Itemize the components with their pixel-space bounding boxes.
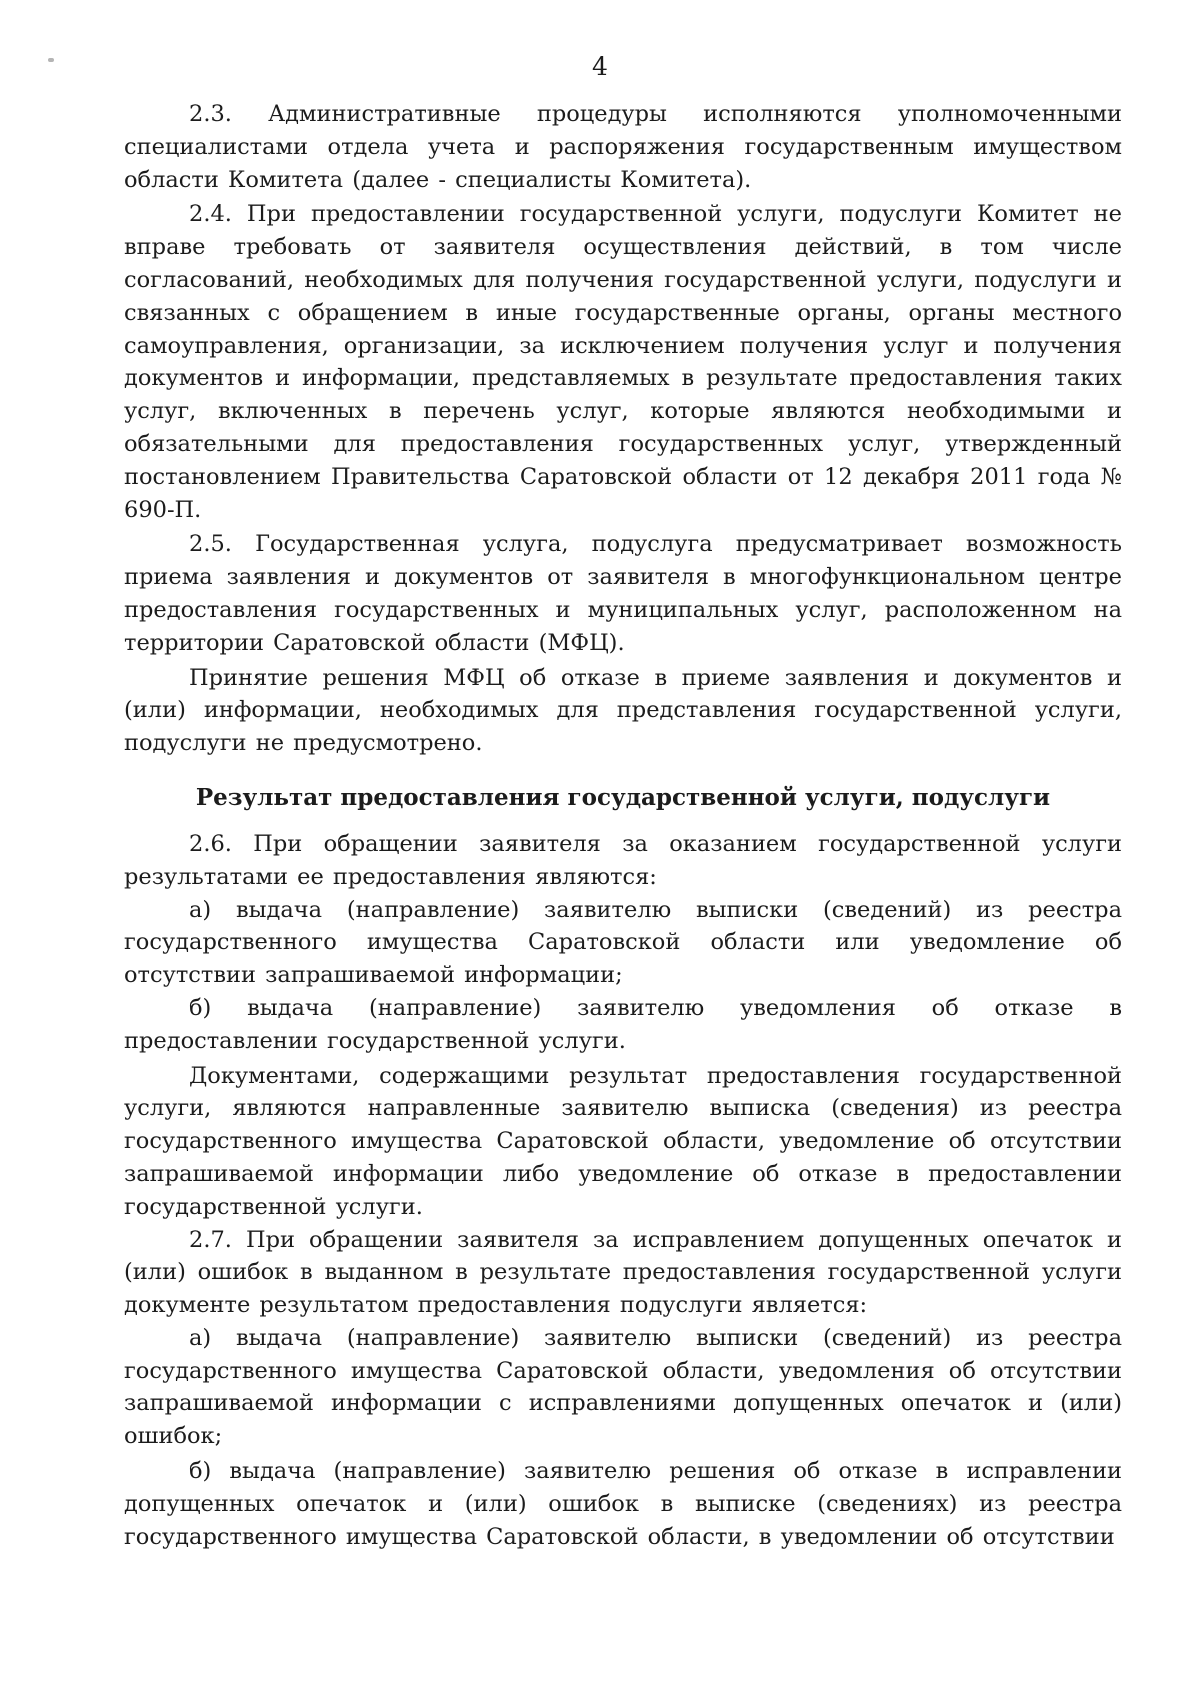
paragraph-result-documents: Документами, содержащими результат предоставления государственной услуги, являются направленные заявителю выписка (сведения) из реестра государственного имущества Саратовской области, уведомление об отсутствии запрашиваемой информации либо уведомление об отказе в предоставлении государственной услуги.: [124, 1062, 1122, 1220]
paragraph-2-4: 2.4. При предоставлении государственной услуги, подуслуги Комитет не вправе требовать от заявителя осуществления действий, в том числе согласований, необходимых для получения государственной услуги, подуслуги и связанных с обращением в иные государственные органы, органы местного самоуправления, организации, за исключением получения услуг и получения документов и информации, представляемых в результате предоставления таких услуг, включенных в перечень услуг, которые являются необходимыми и обязательными для предоставления государственных услуг, утвержденный постановлением Правительства Саратовской области от 12 декабря 2011 года № 690-П.: [124, 201, 1122, 523]
list-item-2-6-b: б) выдача (направление) заявителю уведомления об отказе в предоставлении государственной услуги.: [124, 994, 1122, 1054]
list-item-2-6-a: а) выдача (направление) заявителю выписки (сведений) из реестра государственного имущества Саратовской области или уведомление об отсутствии запрашиваемой информации;: [124, 896, 1122, 989]
document-body: [124, 98, 1122, 1553]
paragraph-2-7: 2.7. При обращении заявителя за исправлением допущенных опечаток и (или) ошибок в выданном в результате предоставления государственной услуги документе результатом предоставления подуслуги является:: [124, 1226, 1122, 1319]
paragraph-2-3: 2.3. Административные процедуры исполняются уполномоченными специалистами отдела учета и распоряжения государственным имуществом области Комитета (далее - специалисты Комитета).: [124, 101, 1122, 193]
section-heading: Результат предоставления государственной услуги, подуслуги: [195, 783, 1051, 811]
paragraph-2-6: 2.6. При обращении заявителя за оказанием государственной услуги результатами ее предоставления являются:: [124, 830, 1122, 890]
list-item-2-7-a: а) выдача (направление) заявителю выписки (сведений) из реестра государственного имущества Саратовской области, уведомления об отсутствии запрашиваемой информации с исправлениями допущенных опечаток и (или) ошибок;: [124, 1324, 1122, 1450]
paragraph-2-5: 2.5. Государственная услуга, подуслуга предусматривает возможность приема заявления и документов от заявителя в многофункциональном центре предоставления государственных и муниципальных услуг, расположенном на территории Саратовской области (МФЦ).: [124, 531, 1122, 656]
page-number: 4: [592, 52, 608, 81]
list-item-2-7-b: б) выдача (направление) заявителю решения об отказе в исправлении допущенных опечаток и (или) ошибок в выписке (сведениях) из реестра государственного имущества Саратовской области, в уведомлении об отсутствии: [124, 1458, 1122, 1550]
paragraph-mfc-refusal: Принятие решения МФЦ об отказе в приеме заявления и документов и (или) информации, необходимых для представления государственной услуги, подуслуги не предусмотрено.: [124, 664, 1122, 757]
